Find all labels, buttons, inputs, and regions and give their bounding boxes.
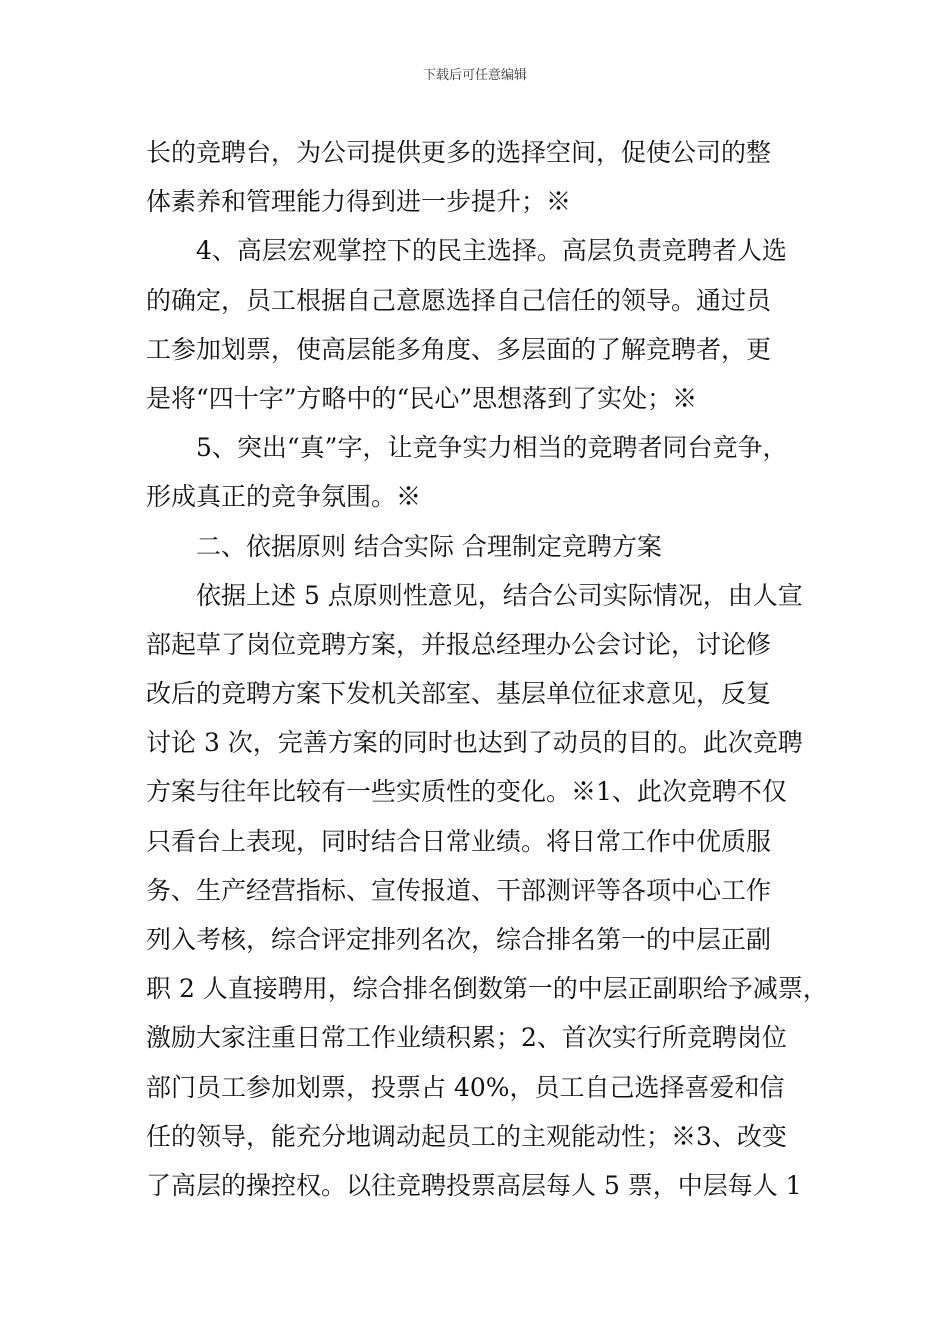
text-line: 的确定，员工根据自己意愿选择自己信任的领导。通过员 [146, 285, 772, 315]
text-line: 部起草了岗位竞聘方案，并报总经理办公会讨论，讨论修 [146, 629, 772, 659]
text-line: 了高层的操控权。以往竞聘投票高层每人 5 票，中层每人 1 [146, 1170, 802, 1200]
page-header: 下载后可任意编辑 [422, 68, 527, 83]
text-line: 部门员工参加划票，投票占 40%，员工自己选择喜爱和信 [146, 1072, 785, 1102]
text-line: 长的竞聘台，为公司提供更多的选择空间，促使公司的整 [146, 138, 772, 167]
text-line: 体素养和管理能力得到进一步提升；※ [146, 187, 572, 217]
text-line: 任的领导，能充分地调动起员工的主观能动性；※3、改变 [146, 1121, 787, 1151]
text-line: 方案与往年比较有一些实质性的变化。※1、此次竞聘不仅 [146, 777, 787, 807]
text-line: 5、突出“真”字，让竞争实力相当的竞聘者同台竞争， [196, 433, 788, 463]
text-line: 职 2 人直接聘用，综合排名倒数第一的中层正副职给予减票， [146, 974, 828, 1004]
document-body [146, 128, 846, 1210]
text-line: 讨论 3 次，完善方案的同时也达到了动员的目的。此次竞聘 [146, 728, 803, 758]
text-line: 激励大家注重日常工作业绩积累；2、首次实行所竞聘岗位 [146, 1023, 787, 1053]
text-line: 列入考核，综合评定排列名次，综合排名第一的中层正副 [146, 925, 772, 954]
text-line: 只看台上表现，同时结合日常业绩。将日常工作中优质服 [146, 826, 772, 856]
section-heading: 二、依据原则 结合实际 合理制定竞聘方案 [196, 531, 662, 561]
text-line: 工参加划票，使高层能多角度、多层面的了解竞聘者，更 [146, 334, 772, 364]
text-line: 是将“四十字”方略中的“民心”思想落到了实处；※ [146, 383, 698, 413]
text-line: 务、生产经营指标、宣传报道、干部测评等各项中心工作 [146, 875, 772, 905]
text-line: 依据上述 5 点原则性意见，结合公司实际情况，由人宣 [196, 580, 803, 610]
text-line: 形成真正的竞争氛围。※ [146, 482, 422, 512]
text-line: 4、高层宏观掌控下的民主选择。高层负责竞聘者人选 [196, 236, 787, 266]
text-line: 改后的竞聘方案下发机关部室、基层单位征求意见，反复 [146, 679, 772, 709]
